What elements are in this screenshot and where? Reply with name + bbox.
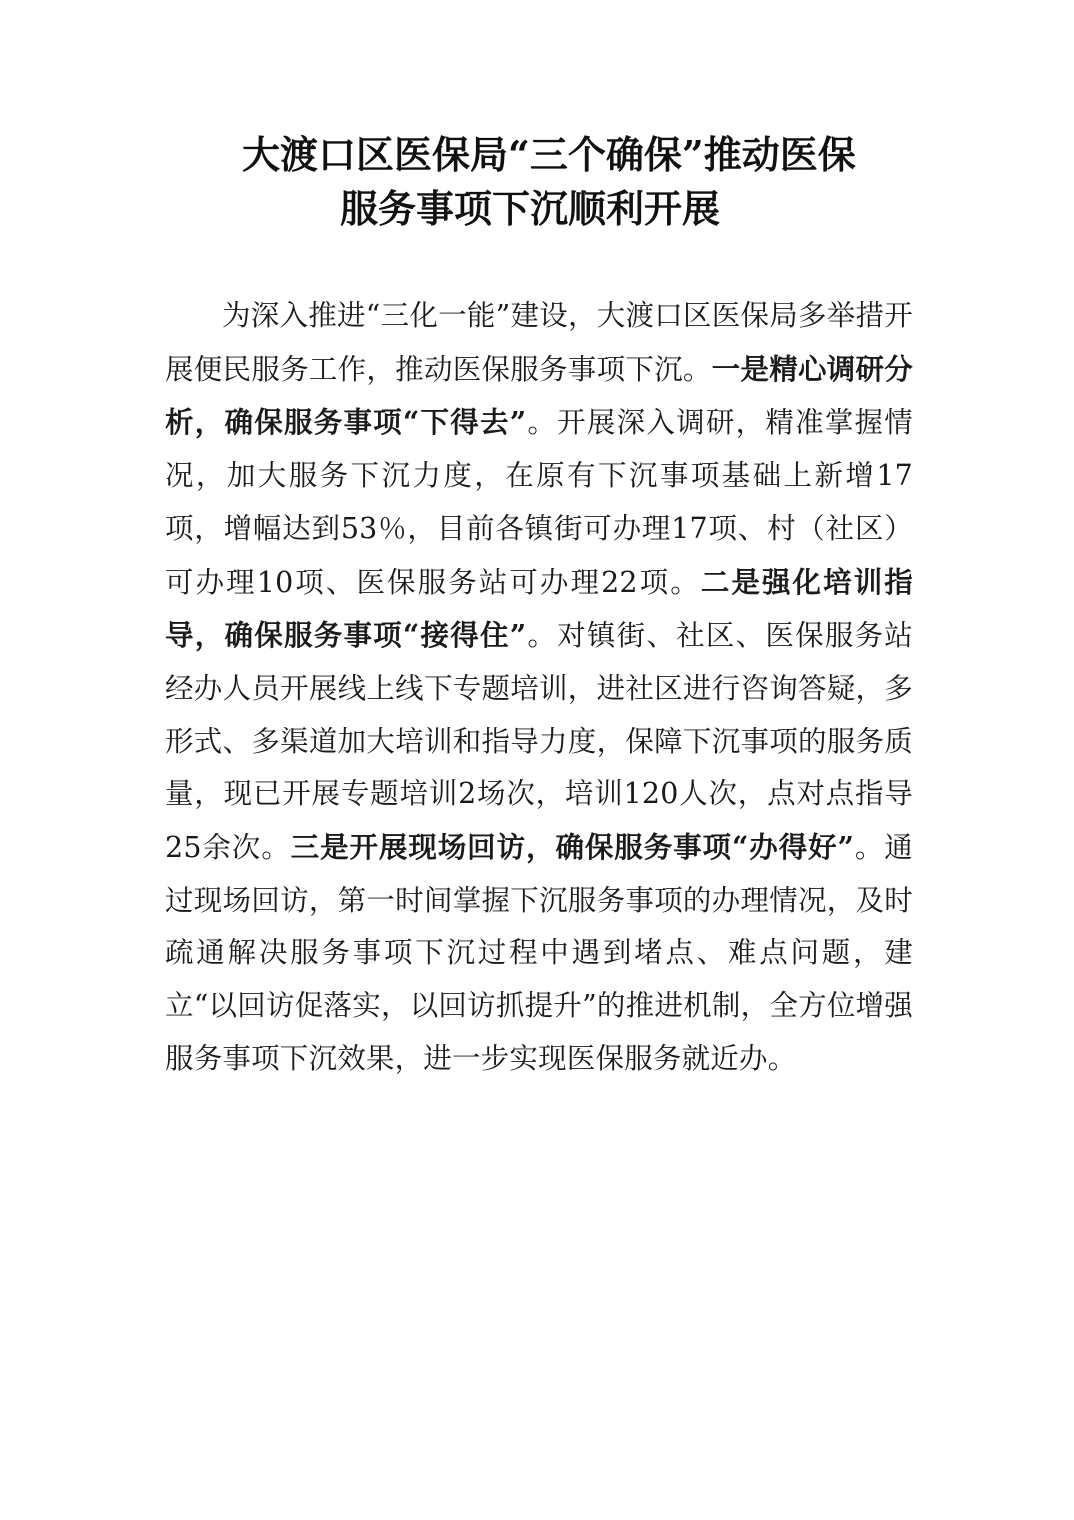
body-paragraph bbox=[165, 290, 913, 1086]
point-two-text: 。对镇街、社区、医保服务站经办人员开展线上线下专题培训，进社区进行咨询答疑，多形式、多渠道加大培训和指导力度，保障下沉事项的服务质量，现已开展专题培训2场次，培训120人次，点对点指导25余次。 bbox=[165, 619, 913, 865]
point-two-heading: 二是强化培训指导，确保服务事项“接得住” bbox=[165, 564, 913, 653]
document-title bbox=[150, 128, 1010, 236]
point-one-heading: 一是精心调研分析，确保服务事项“下得去” bbox=[165, 351, 913, 440]
intro-sentence: 为深入推进“三化一能”建设，大渡口区医保局多举措开展便民服务工作，推动医保服务事项下沉。 bbox=[165, 299, 913, 386]
point-one-text: 。开展深入调研，精准掌握情况，加大服务下沉力度，在原有下沉事项基础上新增17项，增幅达到53％，目前各镇街可办理17项、村（社区）可办理10项、医保服务站可办理22项。 bbox=[165, 406, 913, 599]
point-three-text: 。通过现场回访，第一时间掌握下沉服务事项的办理情况，及时疏通解决服务事项下沉过程中遇到堵点、难点问题，建立“以回访促落实，以回访抓提升”的推进机制，全方位增强服务事项下沉效果，进一步实现医保服务就近办。 bbox=[165, 831, 913, 1075]
title-line-1: 大渡口区医保局“三个确保”推动医保 bbox=[242, 132, 856, 177]
title-line-2: 服务事项下沉顺利开展 bbox=[340, 186, 721, 231]
point-three-heading: 三是开展现场回访，确保服务事项“办得好” bbox=[290, 830, 855, 865]
